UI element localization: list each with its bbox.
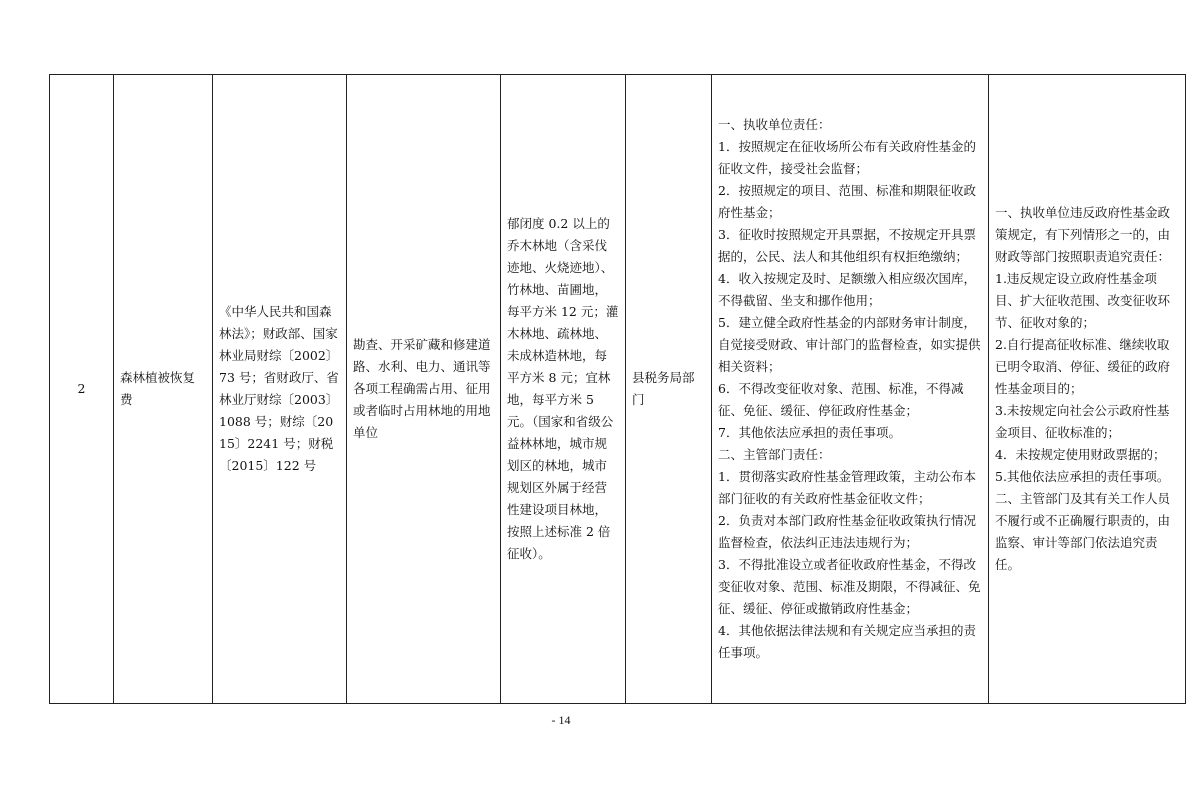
accountability-item: 5.其他依法应承担的责任事项。 (995, 469, 1170, 484)
responsibility-item: 4．收入按规定及时、足额缴入相应级次国库，不得截留、坐支和挪作他用； (718, 271, 976, 308)
responsibility-item: 3．征收时按照规定开具票据，不按规定开具票据的，公民、法人和其他组织有权拒绝缴纳； (718, 227, 976, 264)
page-number: - 14 (551, 713, 571, 727)
collecting-department: 县税务局部门 (626, 75, 712, 704)
fee-name: 森林植被恢复费 (114, 75, 213, 704)
accountability-item: 3.未按规定向社会公示政府性基金项目、征收标准的； (995, 403, 1170, 440)
accountability-item: 1.违反规定设立政府性基金项目、扩大征收范围、改变征收环节、征收对象的； (995, 271, 1171, 330)
accountability-item: 一、执收单位违反政府性基金政策规定，有下列情形之一的，由财政等部门按照职责追究责任： (995, 205, 1171, 264)
responsibility-item: 5．建立健全政府性基金的内部财务审计制度，自觉接受财政、审计部门的监督检查，如实提供相关资料； (718, 315, 981, 374)
legal-basis: 《中华人民共和国森林法》；财政部、国家林业局财综〔2002〕73 号；省财政厅、省林业厅财综〔2003〕1088 号；财综〔2015〕2241 号；财税〔2015〕122 号 (213, 75, 347, 704)
collection-scope: 勘查、开采矿藏和修建道路、水利、电力、通讯等各项工程确需占用、征用或者临时占用林地的用地单位 (347, 75, 501, 704)
accountability-item: 二、主管部门及其有关工作人员不履行或不正确履行职责的，由监察、审计等部门依法追究责任。 (995, 491, 1171, 572)
accountability-cell (989, 75, 1186, 704)
responsibility-cell (712, 75, 989, 704)
responsibility-item: 3．不得批准设立或者征收政府性基金，不得改变征收对象、范围、标准及期限，不得减征、免征、缓征、停征或撤销政府性基金； (718, 557, 981, 616)
responsibility-item: 1．按照规定在征收场所公布有关政府性基金的征收文件，接受社会监督； (718, 139, 976, 176)
responsibility-item: 6．不得改变征收对象、范围、标准，不得减征、免征、缓征、停征政府性基金； (718, 381, 964, 418)
fee-table (49, 74, 1186, 704)
table-row (50, 75, 1186, 704)
responsibility-item: 一、执收单位责任： (718, 117, 831, 132)
collection-standard: 郁闭度 0.2 以上的乔木林地（含采伐迹地、火烧迹地）、竹林地、苗圃地，每平方米 12 元；灌木林地、疏林地、未成林造林地，每平方米 8 元；宜林地，每平方米 5 元。（国家和省级公益林林地，城市规划区的林地，城市规划区外属于经营性建设项目林地，按照上述标准 2 倍征收）。 (501, 75, 626, 704)
row-number: 2 (50, 75, 114, 704)
accountability-item: 4．未按规定使用财政票据的； (995, 447, 1166, 462)
responsibility-item: 二、主管部门责任： (718, 447, 831, 462)
responsibility-item: 7．其他依法应承担的责任事项。 (718, 425, 901, 440)
responsibility-item: 4．其他依据法律法规和有关规定应当承担的责任事项。 (718, 623, 976, 660)
responsibility-item: 1．贯彻落实政府性基金管理政策，主动公布本部门征收的有关政府性基金征收文件； (718, 469, 976, 506)
responsibility-item: 2．负责对本部门政府性基金征收政策执行情况监督检查，依法纠正违法违规行为； (718, 513, 976, 550)
accountability-item: 2.自行提高征收标准、继续收取已明令取消、停征、缓征的政府性基金项目的； (995, 337, 1171, 396)
responsibility-item: 2．按照规定的项目、范围、标准和期限征收政府性基金； (718, 183, 976, 220)
